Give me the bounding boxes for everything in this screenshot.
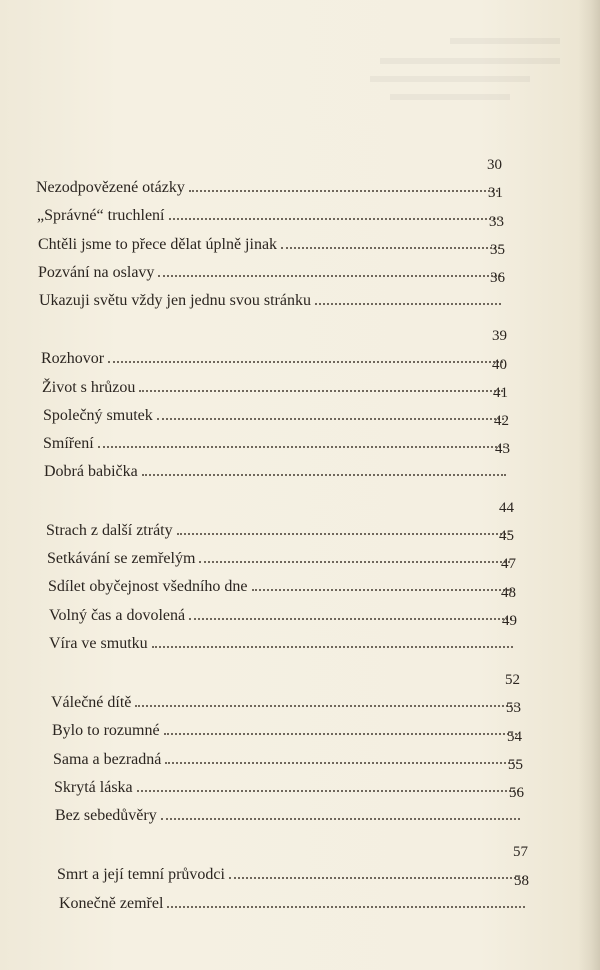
toc-entry-title: Konečně zemřel bbox=[59, 895, 164, 912]
toc-entry-title: Volný čas a dovolená bbox=[49, 607, 186, 624]
dot-leader bbox=[142, 474, 506, 476]
toc-entry-title: Nezodpovězené otázky bbox=[36, 179, 185, 196]
toc-entry-page: 35 bbox=[490, 242, 505, 258]
toc-entry-title: Víra ve smutku bbox=[49, 635, 148, 652]
toc-entry-page: 42 bbox=[494, 413, 509, 429]
toc-entry-page: 52 bbox=[505, 672, 520, 688]
dot-leader bbox=[158, 275, 501, 277]
toc-entry-page: 45 bbox=[499, 528, 514, 544]
toc-entry-title: Válečné dítě bbox=[51, 694, 132, 711]
toc-entry-page: 44 bbox=[499, 500, 514, 516]
show-through-text bbox=[360, 30, 570, 120]
dot-leader bbox=[177, 533, 510, 535]
toc-entry-title: Rozhovor bbox=[41, 350, 105, 367]
toc-entry-page: 47 bbox=[501, 556, 516, 572]
dot-leader bbox=[157, 418, 504, 420]
toc-entry-title: Ukazuji světu vždy jen jednu svou stránku bbox=[39, 292, 311, 309]
toc-entry-page: 41 bbox=[493, 385, 508, 401]
toc-entry-title: Sdílet obyčejnost všedního dne bbox=[48, 578, 248, 595]
toc-entry-page: 39 bbox=[492, 328, 507, 344]
toc-entry-page: 43 bbox=[495, 441, 510, 457]
dot-leader bbox=[315, 303, 501, 305]
toc-entry-title: Skrytá láska bbox=[54, 779, 133, 796]
toc-entry-title: „Správné“ truchlení bbox=[37, 207, 165, 224]
toc-entry-title: Společný smutek bbox=[43, 407, 153, 424]
toc-entry-page: 30 bbox=[487, 157, 502, 173]
toc-entry-title: Smíření bbox=[43, 435, 94, 452]
dot-leader bbox=[164, 733, 517, 735]
dot-leader bbox=[139, 390, 503, 392]
toc-entry-title: Strach z další ztráty bbox=[46, 522, 173, 539]
toc-entry-title: Život s hrůzou bbox=[42, 379, 136, 396]
toc-entry bbox=[46, 500, 514, 539]
dot-leader bbox=[169, 218, 500, 220]
toc-entry-page: 53 bbox=[506, 700, 521, 716]
dot-leader bbox=[152, 646, 513, 648]
toc-entry-page: 48 bbox=[501, 585, 516, 601]
dot-leader bbox=[252, 589, 512, 591]
toc-entry-page: 40 bbox=[492, 357, 507, 373]
dot-leader bbox=[108, 361, 503, 363]
toc-entry-page: 31 bbox=[488, 185, 503, 201]
dot-leader bbox=[189, 618, 512, 620]
toc-entry-title: Pozvání na oslavy bbox=[38, 264, 155, 281]
dot-leader bbox=[199, 561, 510, 563]
toc-entry-title: Sama a bezradná bbox=[53, 751, 162, 768]
dot-leader bbox=[98, 446, 505, 448]
toc-entry-title: Setkávání se zemřelým bbox=[47, 550, 196, 567]
dot-leader bbox=[189, 190, 498, 192]
toc-entry-page: 33 bbox=[489, 214, 504, 230]
toc-entry-page: 49 bbox=[502, 613, 517, 629]
toc-entry-title: Dobrá babička bbox=[44, 463, 138, 480]
dot-leader bbox=[167, 906, 525, 908]
toc-entry-title: Chtěli jsme to přece dělat úplně jinak bbox=[38, 236, 278, 253]
dot-leader bbox=[135, 705, 516, 707]
toc-entry-page: 36 bbox=[490, 270, 505, 286]
toc-entry-page: 57 bbox=[513, 844, 528, 860]
dot-leader bbox=[137, 790, 519, 792]
toc-entry-page: 56 bbox=[509, 785, 524, 801]
dot-leader bbox=[229, 877, 524, 879]
dot-leader bbox=[161, 818, 520, 820]
page-edge-shadow bbox=[578, 0, 600, 970]
dot-leader bbox=[165, 762, 518, 764]
toc-entry-page: 54 bbox=[507, 729, 522, 745]
toc-entry-title: Bez sebedůvěry bbox=[55, 807, 157, 824]
dot-leader bbox=[281, 247, 500, 249]
toc-entry-page: 58 bbox=[514, 873, 529, 889]
toc-entry-title: Bylo to rozumné bbox=[52, 722, 160, 739]
toc-entry-page: 55 bbox=[508, 757, 523, 773]
toc-entry-title: Smrt a její temní průvodci bbox=[57, 866, 225, 883]
